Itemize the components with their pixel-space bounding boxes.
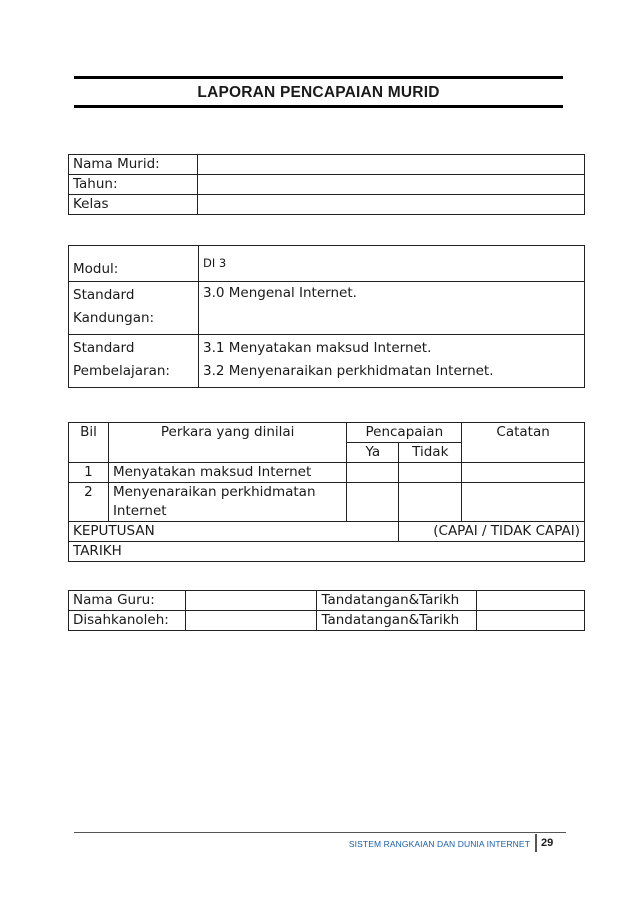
learning-standard-value bbox=[199, 335, 585, 388]
verifier-signature-label: Tandatangan&Tarikh bbox=[317, 611, 477, 631]
learning-standard-item-1: 3.1 Menyatakan maksud Internet. bbox=[203, 340, 432, 356]
assessment-table bbox=[68, 422, 585, 562]
table-header-row bbox=[69, 423, 585, 443]
module-table bbox=[68, 245, 585, 388]
table-row bbox=[69, 463, 585, 483]
item-2-perkara-line2: Internet bbox=[112, 503, 167, 519]
item-2-ya-cell[interactable] bbox=[347, 483, 399, 522]
teacher-signature-label: Tandatangan&Tarikh bbox=[317, 591, 477, 611]
module-value: DI 3 bbox=[199, 246, 585, 282]
table-row bbox=[69, 483, 585, 522]
table-row bbox=[69, 591, 585, 611]
footer-rule bbox=[74, 832, 566, 833]
table-row bbox=[69, 195, 585, 215]
item-1-catatan-cell[interactable] bbox=[462, 463, 585, 483]
item-2-perkara-line1: Menyenaraikan perkhidmatan bbox=[112, 484, 316, 500]
item-1-bil: 1 bbox=[69, 463, 109, 483]
keputusan-label: KEPUTUSAN bbox=[69, 522, 399, 542]
header-perkara: Perkara yang dinilai bbox=[108, 423, 346, 463]
learning-standard-label-line2: Pembelajaran: bbox=[73, 363, 170, 379]
item-1-perkara: Menyatakan maksud Internet bbox=[108, 463, 346, 483]
item-2-tidak-cell[interactable] bbox=[399, 483, 462, 522]
teacher-name-label: Nama Guru: bbox=[69, 591, 186, 611]
class-field[interactable] bbox=[198, 195, 585, 215]
verified-by-field[interactable] bbox=[185, 611, 317, 631]
content-standard-label bbox=[69, 282, 199, 335]
year-label: Tahun: bbox=[69, 175, 198, 195]
header-ya: Ya bbox=[347, 443, 399, 463]
student-info-table bbox=[68, 154, 585, 215]
table-row bbox=[69, 155, 585, 175]
table-row bbox=[69, 335, 585, 388]
item-2-catatan-cell[interactable] bbox=[462, 483, 585, 522]
student-name-label: Nama Murid: bbox=[69, 155, 198, 175]
footer-separator bbox=[535, 834, 537, 852]
keputusan-options[interactable]: (CAPAI / TIDAK CAPAI) bbox=[399, 522, 585, 542]
header-catatan: Catatan bbox=[462, 423, 585, 463]
signoff-table bbox=[68, 590, 585, 631]
page-number: 29 bbox=[541, 837, 554, 849]
table-row bbox=[69, 522, 585, 542]
content-standard-label-line1: Standard bbox=[73, 287, 135, 303]
table-row bbox=[69, 282, 585, 335]
table-row bbox=[69, 175, 585, 195]
table-row bbox=[69, 246, 585, 282]
item-1-ya-cell[interactable] bbox=[347, 463, 399, 483]
item-2-bil: 2 bbox=[69, 483, 109, 522]
module-label: Modul: bbox=[69, 246, 199, 282]
tarikh-label[interactable]: TARIKH bbox=[69, 542, 585, 562]
teacher-signature-field[interactable] bbox=[477, 591, 585, 611]
learning-standard-label bbox=[69, 335, 199, 388]
title-rule-top bbox=[74, 76, 563, 79]
year-field[interactable] bbox=[198, 175, 585, 195]
learning-standard-label-line1: Standard bbox=[73, 340, 135, 356]
title-rule-bottom bbox=[74, 105, 563, 108]
learning-standard-item-2: 3.2 Menyenaraikan perkhidmatan Internet. bbox=[203, 363, 494, 379]
content-standard-label-line2: Kandungan: bbox=[73, 310, 155, 326]
footer-title: SISTEM RANGKAIAN DAN DUNIA INTERNET bbox=[348, 839, 530, 849]
header-bil: Bil bbox=[69, 423, 109, 463]
student-name-field[interactable] bbox=[198, 155, 585, 175]
teacher-name-field[interactable] bbox=[185, 591, 317, 611]
table-row bbox=[69, 611, 585, 631]
item-2-perkara bbox=[108, 483, 346, 522]
header-pencapaian: Pencapaian bbox=[347, 423, 462, 443]
table-row bbox=[69, 542, 585, 562]
verifier-signature-field[interactable] bbox=[477, 611, 585, 631]
content-standard-value: 3.0 Mengenal Internet. bbox=[199, 282, 585, 335]
verified-by-label: Disahkanoleh: bbox=[69, 611, 186, 631]
header-tidak: Tidak bbox=[399, 443, 462, 463]
item-1-tidak-cell[interactable] bbox=[399, 463, 462, 483]
page-title: LAPORAN PENCAPAIAN MURID bbox=[197, 84, 440, 101]
class-label: Kelas bbox=[69, 195, 198, 215]
